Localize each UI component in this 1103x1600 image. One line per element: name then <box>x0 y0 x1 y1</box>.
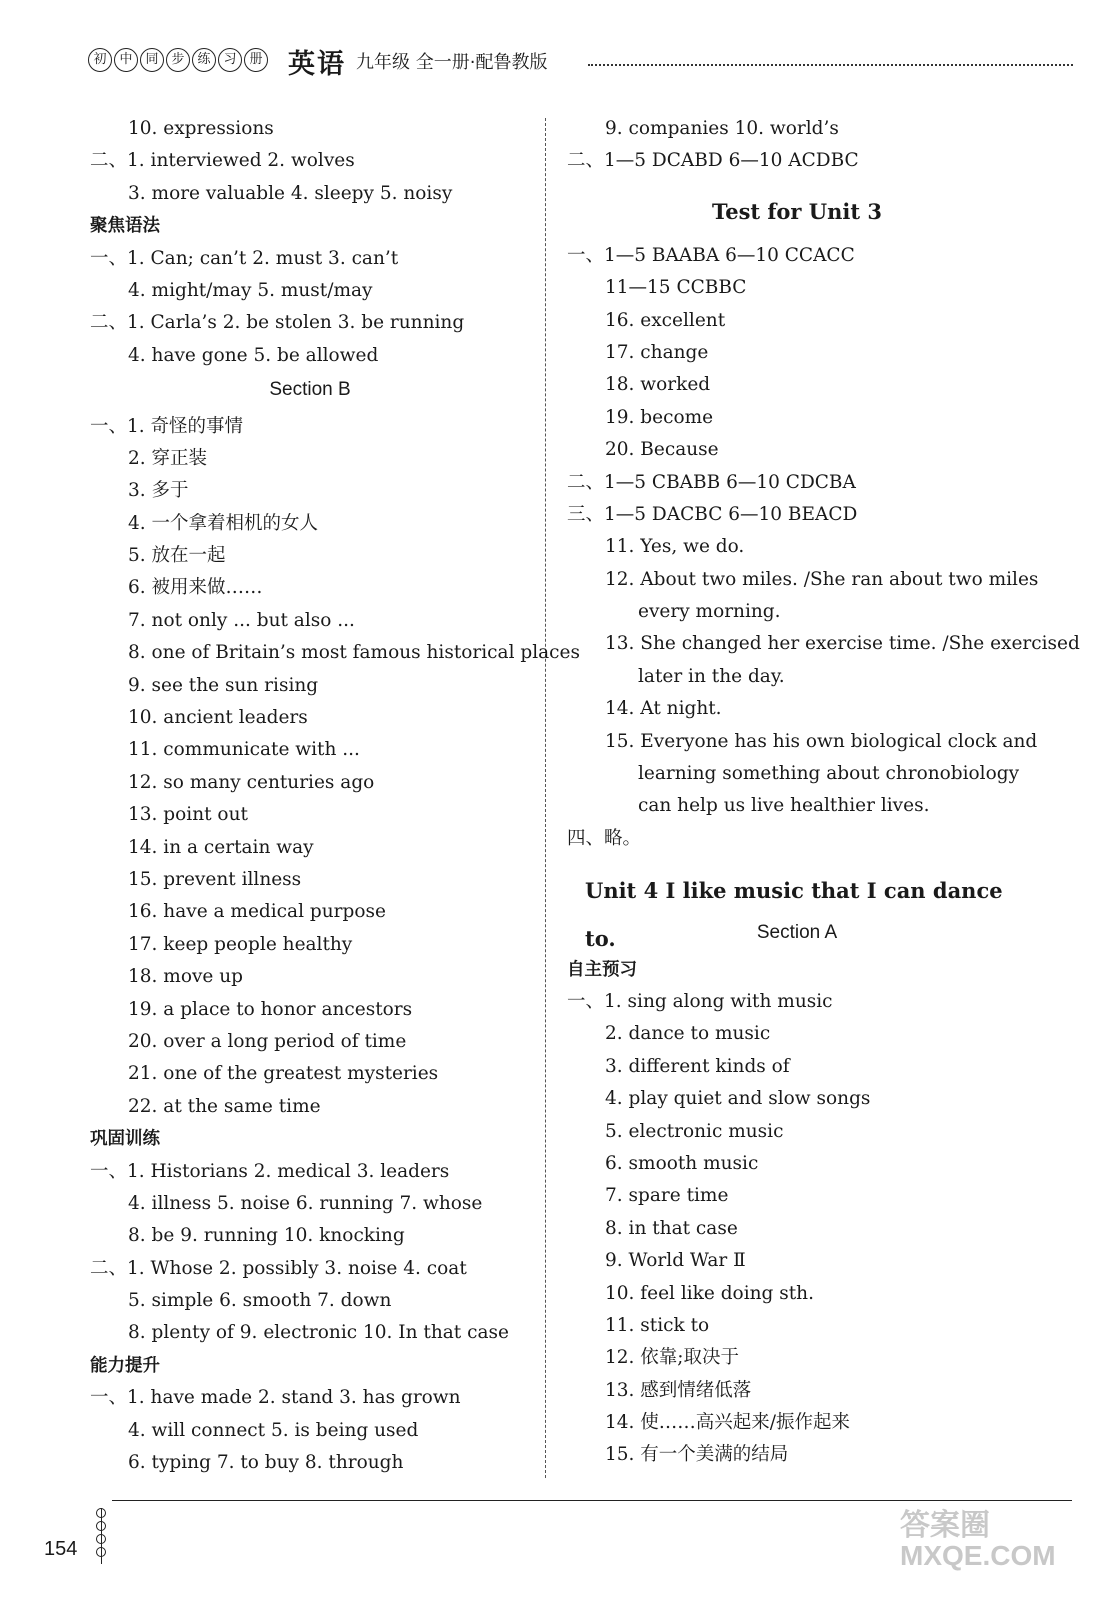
answer-line: 4. might/may 5. must/may <box>128 279 373 301</box>
column-divider <box>545 118 546 1478</box>
answer-line: 二、1. Carla’s 2. be stolen 3. be running <box>90 312 465 334</box>
answer-line: 9. World War Ⅱ <box>605 1250 746 1272</box>
answer-line: 13. 感到情绪低落 <box>605 1379 752 1401</box>
series-char: 同 <box>140 48 164 72</box>
section-title: Section A <box>756 922 838 944</box>
series-title <box>88 48 270 72</box>
answer-line: 三、1—5 DACBC 6—10 BEACD <box>567 503 858 525</box>
answer-line: 12. 依靠;取决于 <box>605 1347 740 1369</box>
answer-line: 8. one of Britain’s most famous historical places <box>128 642 580 664</box>
answer-line: 9. see the sun rising <box>128 674 319 696</box>
answer-line: 11. communicate with ... <box>128 739 360 761</box>
answer-line: 11. Yes, we do. <box>605 536 745 558</box>
answer-line: 10. ancient leaders <box>128 707 308 729</box>
answer-line: 4. 一个拿着相机的女人 <box>128 512 319 534</box>
section-heading: 巩固训练 <box>90 1129 160 1150</box>
section-heading: 聚焦语法 <box>90 216 160 237</box>
answer-line: 19. a place to honor ancestors <box>128 998 413 1020</box>
answer-line: can help us live healthier lives. <box>638 795 930 817</box>
answer-line: 18. move up <box>128 966 244 988</box>
answer-line: 一、1. 奇怪的事情 <box>90 415 244 437</box>
answer-line: 3. 多于 <box>128 480 189 502</box>
answer-line: 20. over a long period of time <box>128 1030 407 1052</box>
answer-line: 17. change <box>605 341 709 363</box>
answer-line: later in the day. <box>638 665 785 687</box>
test-title: Test for Unit 3 <box>711 198 882 224</box>
answer-line: 一、1. sing along with music <box>567 990 833 1012</box>
section-title: Section B <box>269 379 351 401</box>
answer-line: 11—15 CCBBC <box>605 277 747 299</box>
series-char: 中 <box>114 48 138 72</box>
answer-line: 10. expressions <box>128 118 274 139</box>
answer-line: 18. worked <box>605 374 711 396</box>
answer-line: every morning. <box>638 601 781 623</box>
answer-line: 四、略。 <box>567 827 642 849</box>
answer-line: 13. point out <box>128 804 248 826</box>
answer-line: 14. At night. <box>605 698 722 720</box>
answer-line: 二、1—5 DCABD 6—10 ACDBC <box>567 150 859 172</box>
section-heading: 自主预习 <box>567 959 637 980</box>
answer-line: 15. prevent illness <box>128 868 302 890</box>
answer-line: 15. Everyone has his own biological clock and <box>605 730 1038 752</box>
answer-line: 二、1. interviewed 2. wolves <box>90 150 355 172</box>
answer-line: 14. 使……高兴起来/振作起来 <box>605 1412 851 1434</box>
answer-line: 5. simple 6. smooth 7. down <box>128 1290 392 1312</box>
answer-line: 14. in a certain way <box>128 836 314 858</box>
binding-rings-icon <box>96 1508 106 1560</box>
answer-line: 17. keep people healthy <box>128 933 353 955</box>
answer-line: 二、1—5 CBABB 6—10 CDCBA <box>567 471 856 493</box>
answer-line: 一、1—5 BAABA 6—10 CCACC <box>567 244 855 266</box>
series-char: 练 <box>192 48 216 72</box>
watermark <box>900 1500 1056 1572</box>
answer-line: 8. be 9. running 10. knocking <box>128 1225 405 1247</box>
series-char: 册 <box>244 48 268 72</box>
answer-line: 6. 被用来做…… <box>128 577 263 599</box>
answer-line: 一、1. Can; can’t 2. must 3. can’t <box>90 247 399 269</box>
answer-line: 2. 穿正装 <box>128 447 208 469</box>
answer-line: 7. not only ... but also ... <box>128 609 355 631</box>
answer-line: 5. electronic music <box>605 1120 784 1142</box>
subject-title: 英语 <box>288 49 346 80</box>
answer-line: 9. companies 10. world’s <box>605 118 839 139</box>
answer-line: 6. smooth music <box>605 1152 759 1174</box>
answer-line: 4. play quiet and slow songs <box>605 1088 871 1110</box>
answer-line: 3. more valuable 4. sleepy 5. noisy <box>128 182 453 204</box>
watermark-url: MXQE.COM <box>900 1540 1056 1571</box>
answer-line: 二、1. Whose 2. possibly 3. noise 4. coat <box>90 1257 467 1279</box>
series-char: 初 <box>88 48 112 72</box>
answer-line: 2. dance to music <box>605 1023 771 1045</box>
unit-title: Unit 4 I like music that I can dance to. <box>585 878 1003 952</box>
answer-line: 11. stick to <box>605 1314 710 1336</box>
series-char: 步 <box>166 48 190 72</box>
answer-line: 19. become <box>605 406 714 428</box>
header-dotted-rule <box>588 64 1073 66</box>
answer-line: 10. feel like doing sth. <box>605 1282 814 1304</box>
answer-line: learning something about chronobiology <box>638 763 1020 785</box>
answer-line: 6. typing 7. to buy 8. through <box>128 1452 404 1474</box>
answer-line: 12. About two miles. /She ran about two miles <box>605 568 1039 590</box>
answer-line: 12. so many centuries ago <box>128 771 375 793</box>
answer-line: 8. in that case <box>605 1217 738 1239</box>
answer-line: 16. have a medical purpose <box>128 901 386 923</box>
answer-line: 20. Because <box>605 439 719 461</box>
page-header <box>88 44 1073 78</box>
answer-line: 5. 放在一起 <box>128 545 226 567</box>
answer-line: 22. at the same time <box>128 1095 321 1117</box>
answer-line: 8. plenty of 9. electronic 10. In that case <box>128 1322 509 1344</box>
answer-line: 一、1. have made 2. stand 3. has grown <box>90 1387 461 1409</box>
answer-line: 15. 有一个美满的结局 <box>605 1444 789 1466</box>
grade-info: 九年级 全一册·配鲁教版 <box>356 52 548 73</box>
answer-line: 4. illness 5. noise 6. running 7. whose <box>128 1192 483 1214</box>
watermark-text: 答案圈 <box>900 1509 990 1542</box>
page-number: 154 <box>44 1538 78 1560</box>
answer-line: 21. one of the greatest mysteries <box>128 1063 439 1085</box>
left-column <box>90 113 580 1479</box>
answer-line: 4. have gone 5. be allowed <box>128 344 379 366</box>
answer-line: 16. excellent <box>605 309 726 331</box>
answer-line: 4. will connect 5. is being used <box>128 1419 419 1441</box>
section-heading: 能力提升 <box>90 1355 160 1376</box>
series-char: 习 <box>218 48 242 72</box>
answer-line: 7. spare time <box>605 1185 729 1207</box>
answer-line: 13. She changed her exercise time. /She exercised <box>605 633 1080 655</box>
right-column <box>567 113 1080 1472</box>
answer-line: 一、1. Historians 2. medical 3. leaders <box>90 1160 450 1182</box>
answer-line: 3. different kinds of <box>605 1055 790 1077</box>
